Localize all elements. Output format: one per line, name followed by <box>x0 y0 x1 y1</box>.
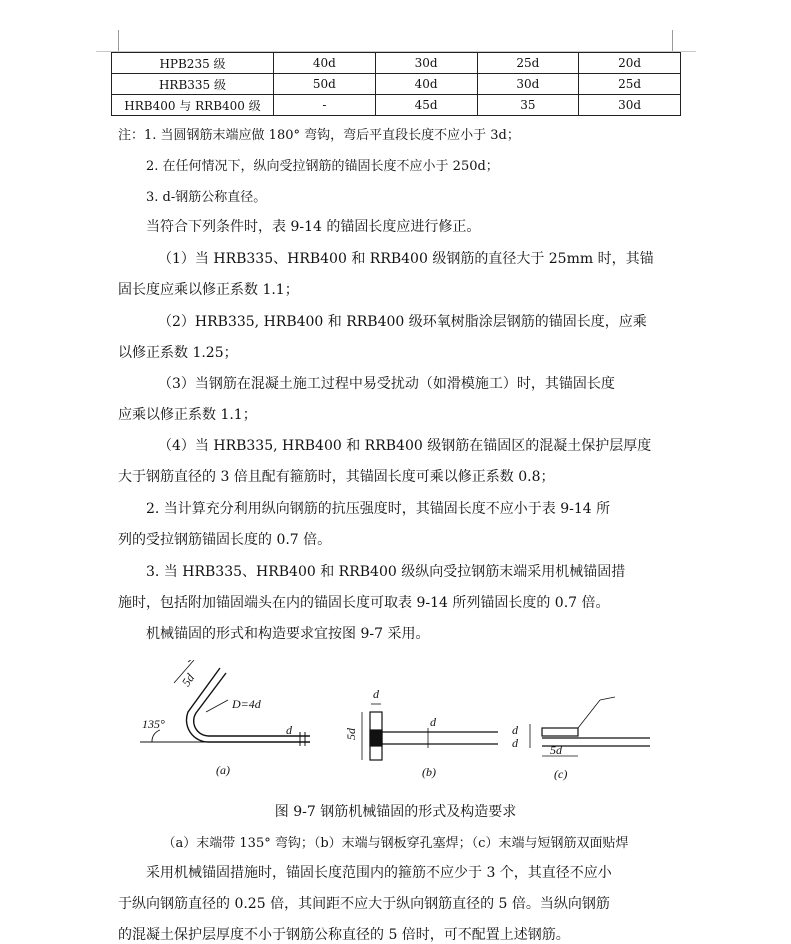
table-cell: 30d <box>375 53 477 74</box>
table-cell: HRB400 与 RRB400 级 <box>112 95 274 116</box>
figure-c-label: (c) <box>554 767 568 781</box>
angle-label: 135° <box>142 717 165 731</box>
table-cell: 30d <box>477 74 579 95</box>
body-line: （4）当 HRB335, HRB400 和 RRB400 级钢筋在锚固区的混凝土保护层厚度 <box>158 438 652 454</box>
figure-subcaption: （a）末端带 135° 弯钩；（b）末端与钢板穿孔塞焊；（c）末端与短钢筋双面贴焊 <box>162 836 629 851</box>
body-line: 大于钢筋直径的 3 倍且配有箍筋时，其锚固长度可乘以修正系数 0.8； <box>118 469 555 485</box>
body-line: 采用机械锚固措施时，锚固长度范围内的箍筋不应少于 3 个，其直径不应小 <box>146 865 612 881</box>
table-cell: 25d <box>579 74 681 95</box>
figure-b-plate-diagram <box>362 704 498 760</box>
figure-a-label: (a) <box>216 763 230 777</box>
five-d-c-label: 5d <box>550 743 562 757</box>
table-row <box>112 53 681 74</box>
body-line: 以修正系数 1.25； <box>118 345 238 361</box>
d-label-c-upper: d <box>512 723 518 737</box>
body-line: 的混凝土保护层厚度不小于钢筋公称直径的 5 倍时，可不配置上述钢筋。 <box>118 927 570 943</box>
mechanical-anchorage-figure <box>130 660 670 790</box>
body-line: （1）当 HRB335、HRB400 和 RRB400 级钢筋的直径大于 25mm 时，其锚 <box>158 251 654 267</box>
figure-caption: 图 9-7 钢筋机械锚固的形式及构造要求 <box>274 804 517 820</box>
five-d-plate-label: 5d <box>344 728 358 740</box>
table-cell: HPB235 级 <box>112 53 274 74</box>
body-line: 于纵向钢筋直径的 0.25 倍，其间距不应大于纵向钢筋直径的 5 倍。当纵向钢筋 <box>118 896 610 912</box>
table-cell: 20d <box>579 53 681 74</box>
table-cell: - <box>274 95 376 116</box>
table-note-1: 注：1. 当圆钢筋末端应做 180° 弯钩，弯后平直段长度不应小于 3d； <box>118 128 520 143</box>
table-cell: 40d <box>274 53 376 74</box>
plate-thickness-label: d <box>373 687 379 701</box>
body-line: 应乘以修正系数 1.1； <box>118 407 257 423</box>
table-cell: 30d <box>579 95 681 116</box>
crop-mark-left <box>118 30 119 52</box>
table-cell: 50d <box>274 74 376 95</box>
table-note-2: 2. 在任何情况下，纵向受拉钢筋的锚固长度不应小于 250d； <box>146 159 499 174</box>
figure-a-hook-diagram <box>140 660 310 746</box>
d-label-a: d <box>286 723 292 737</box>
table-cell: 35 <box>477 95 579 116</box>
table-cell: 40d <box>375 74 477 95</box>
five-d-label: 5d <box>178 671 198 689</box>
table-note-3: 3. d-钢筋公称直径。 <box>146 190 267 205</box>
table-cell: 25d <box>477 53 579 74</box>
crop-mark-right <box>672 30 673 52</box>
d-label-c-lower: d <box>512 736 518 750</box>
body-line: （3）当钢筋在混凝土施工过程中易受扰动（如滑模施工）时，其锚固长度 <box>158 376 615 392</box>
figure-c-short-bar-diagram <box>530 697 650 756</box>
body-line: （2）HRB335, HRB400 和 RRB400 级环氧树脂涂层钢筋的锚固长度，应乘 <box>158 314 647 330</box>
body-line: 施时，包括附加锚固端头在内的锚固长度可取表 9-14 所列锚固长度的 0.7 倍。 <box>118 595 610 611</box>
figure-b-label: (b) <box>422 765 436 779</box>
body-line: 列的受拉钢筋锚固长度的 0.7 倍。 <box>118 532 332 548</box>
body-line: 当符合下列条件时，表 9-14 的锚固长度应进行修正。 <box>146 219 481 235</box>
table-cell: HRB335 级 <box>112 74 274 95</box>
d-label-b: d <box>430 715 436 729</box>
anchorage-length-table <box>111 52 681 116</box>
body-line: 固长度应乘以修正系数 1.1； <box>118 282 299 298</box>
table-cell: 45d <box>375 95 477 116</box>
diameter-label: D=4d <box>232 697 261 711</box>
table-row <box>112 74 681 95</box>
table-row <box>112 95 681 116</box>
body-line: 3. 当 HRB335、HRB400 和 RRB400 级纵向受拉钢筋末端采用机械锚固措 <box>146 564 626 580</box>
body-line: 机械锚固的形式和构造要求宜按图 9-7 采用。 <box>146 626 430 642</box>
body-line: 2. 当计算充分利用纵向钢筋的抗压强度时，其锚固长度不应小于表 9-14 所 <box>146 501 611 517</box>
